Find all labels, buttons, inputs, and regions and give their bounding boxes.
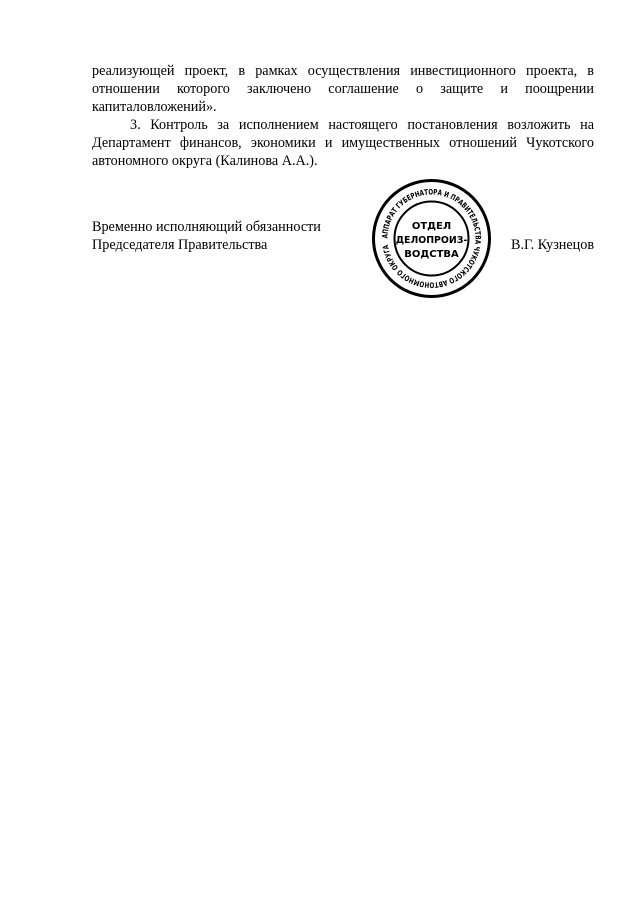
paragraph-continuation bbox=[92, 62, 594, 116]
position-line: Председателя Правительства bbox=[92, 237, 268, 253]
paragraph-line: капиталовложений». bbox=[92, 99, 217, 115]
stamp-center-line: ДЕЛОПРОИЗ- bbox=[395, 235, 468, 246]
paragraph-line: реализующей проект, в рамках осуществления инвестиционного проекта, в bbox=[92, 63, 594, 79]
position-line: Временно исполняющий обязанности bbox=[92, 219, 321, 235]
signatory-position bbox=[92, 218, 321, 254]
paragraph-line: отношении которого заключено соглашение о защите и поощрении bbox=[92, 81, 594, 97]
paragraph-line: Департамент финансов, экономики и имущественных отношений Чукотского bbox=[92, 135, 594, 151]
paragraph-line: 3. Контроль за исполнением настоящего постановления возложить на bbox=[130, 117, 594, 133]
paragraph-line: автономного округа (Калинова А.А.). bbox=[92, 153, 318, 169]
stamp-center-line: ВОДСТВА bbox=[404, 249, 459, 260]
stamp-center-line: ОТДЕЛ bbox=[411, 221, 452, 232]
stamp-ring-text: АППАРАТ ГУБЕРНАТОРА И ПРАВИТЕЛЬСТВА ЧУКОТСКОГО АВТОНОМНОГО ОКРУГА bbox=[380, 187, 483, 290]
official-stamp bbox=[370, 177, 493, 300]
signatory-name: В.Г. Кузнецов bbox=[511, 237, 595, 253]
paragraph-control-clause bbox=[92, 116, 594, 170]
